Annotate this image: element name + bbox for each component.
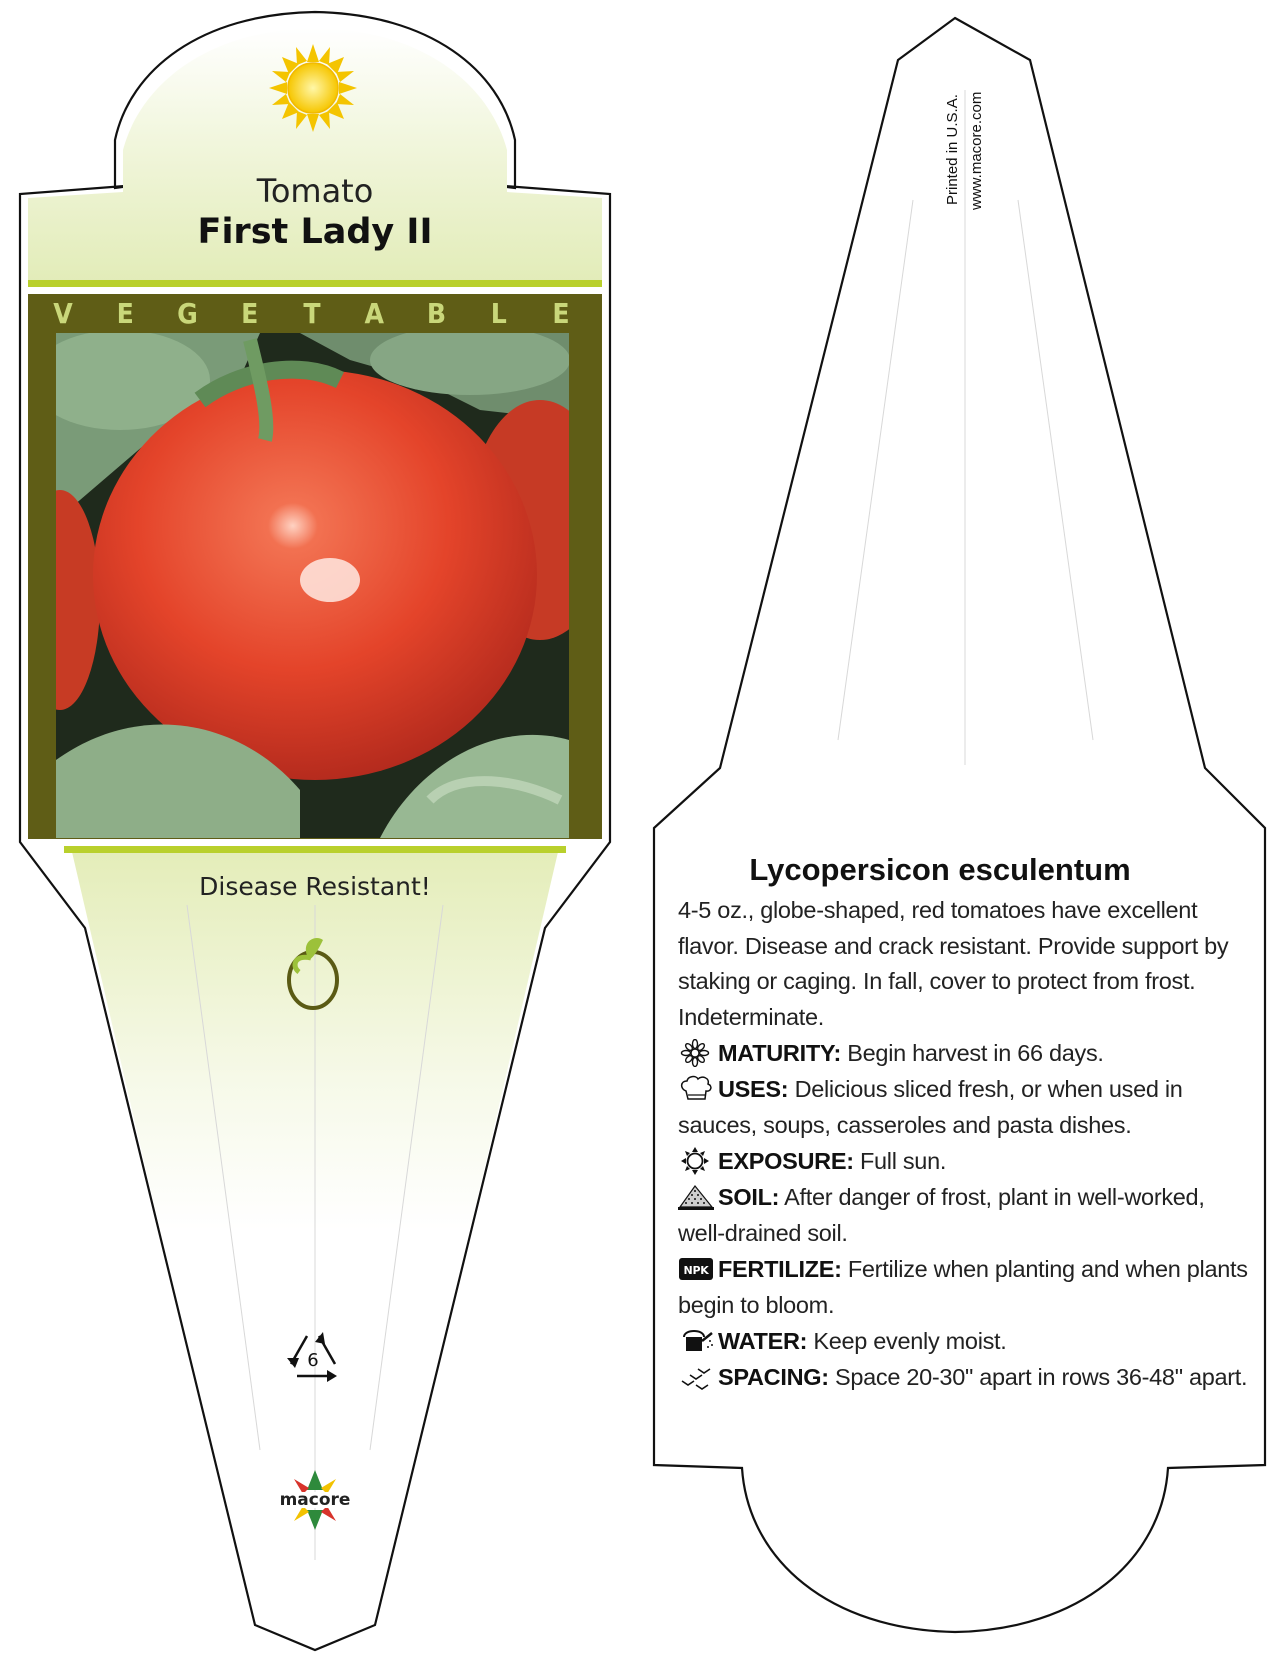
description: 4-5 oz., globe-shaped, red tomatoes have excellent flavor. Disease and crack resistant. Provide support by staking or caging. In fall, cover to protect from frost. Indeterminate. <box>678 897 1229 1030</box>
maturity-flower-icon <box>678 1039 714 1067</box>
detail-text: Begin harvest in 66 days. <box>847 1040 1104 1066</box>
detail-label: SPACING: <box>718 1364 829 1390</box>
tomato-photo <box>20 325 610 838</box>
variety-name: First Lady II <box>197 212 433 252</box>
website-note: www.macore.com <box>968 91 985 210</box>
detail-label: USES: <box>718 1076 789 1102</box>
category-letter: E <box>552 297 570 330</box>
spacing-seedlings-icon <box>678 1363 714 1391</box>
detail-soil <box>678 1180 1253 1251</box>
category-letter: E <box>116 297 134 330</box>
detail-text: After danger of frost, plant in well-worked, well-drained soil. <box>678 1184 1205 1246</box>
detail-text: Space 20-30" apart in rows 36-48" apart. <box>835 1364 1248 1390</box>
detail-text: Fertilize when planting and when plants begin to bloom. <box>678 1256 1248 1318</box>
botanical-name: Lycopersicon esculentum <box>749 852 1131 887</box>
detail-label: MATURITY: <box>718 1040 842 1066</box>
category-letter: A <box>364 297 384 330</box>
tagline: Disease Resistant! <box>199 872 431 901</box>
detail-fertilize <box>678 1252 1253 1323</box>
chef-hat-icon <box>678 1075 714 1103</box>
category-letter: G <box>177 297 198 330</box>
npk-icon <box>678 1255 714 1283</box>
category-letter: T <box>303 297 321 330</box>
exposure-sun-icon <box>678 1147 714 1175</box>
footer-accent-line <box>64 846 566 853</box>
category-letter: L <box>490 297 507 330</box>
detail-label: FERTILIZE: <box>718 1256 842 1282</box>
common-name: Tomato <box>256 172 374 210</box>
detail-text: Delicious sliced fresh, or when used in sauces, soups, casseroles and pasta dishes. <box>678 1076 1183 1138</box>
printed-in-note: Printed in U.S.A. <box>944 94 961 205</box>
brand-name: macore <box>279 1490 351 1510</box>
detail-maturity <box>678 1036 1253 1072</box>
detail-text: Keep evenly moist. <box>813 1328 1007 1354</box>
watering-can-icon <box>678 1327 714 1355</box>
category-label <box>46 297 578 330</box>
detail-label: EXPOSURE: <box>718 1148 854 1174</box>
sun-icon <box>269 44 357 132</box>
category-letter: V <box>53 297 73 330</box>
category-letter: B <box>426 297 447 330</box>
npk-icon-text: NPK <box>683 1264 709 1277</box>
detail-water <box>678 1324 1253 1360</box>
detail-label: WATER: <box>718 1328 808 1354</box>
detail-text: Full sun. <box>859 1148 947 1174</box>
detail-label: SOIL: <box>718 1184 780 1210</box>
soil-icon <box>678 1183 714 1211</box>
detail-spacing <box>678 1360 1253 1396</box>
detail-uses <box>678 1072 1253 1143</box>
header-accent-line <box>28 280 602 287</box>
detail-exposure <box>678 1144 1253 1180</box>
recycle-code: 6 <box>307 1350 319 1371</box>
category-letter: E <box>241 297 259 330</box>
